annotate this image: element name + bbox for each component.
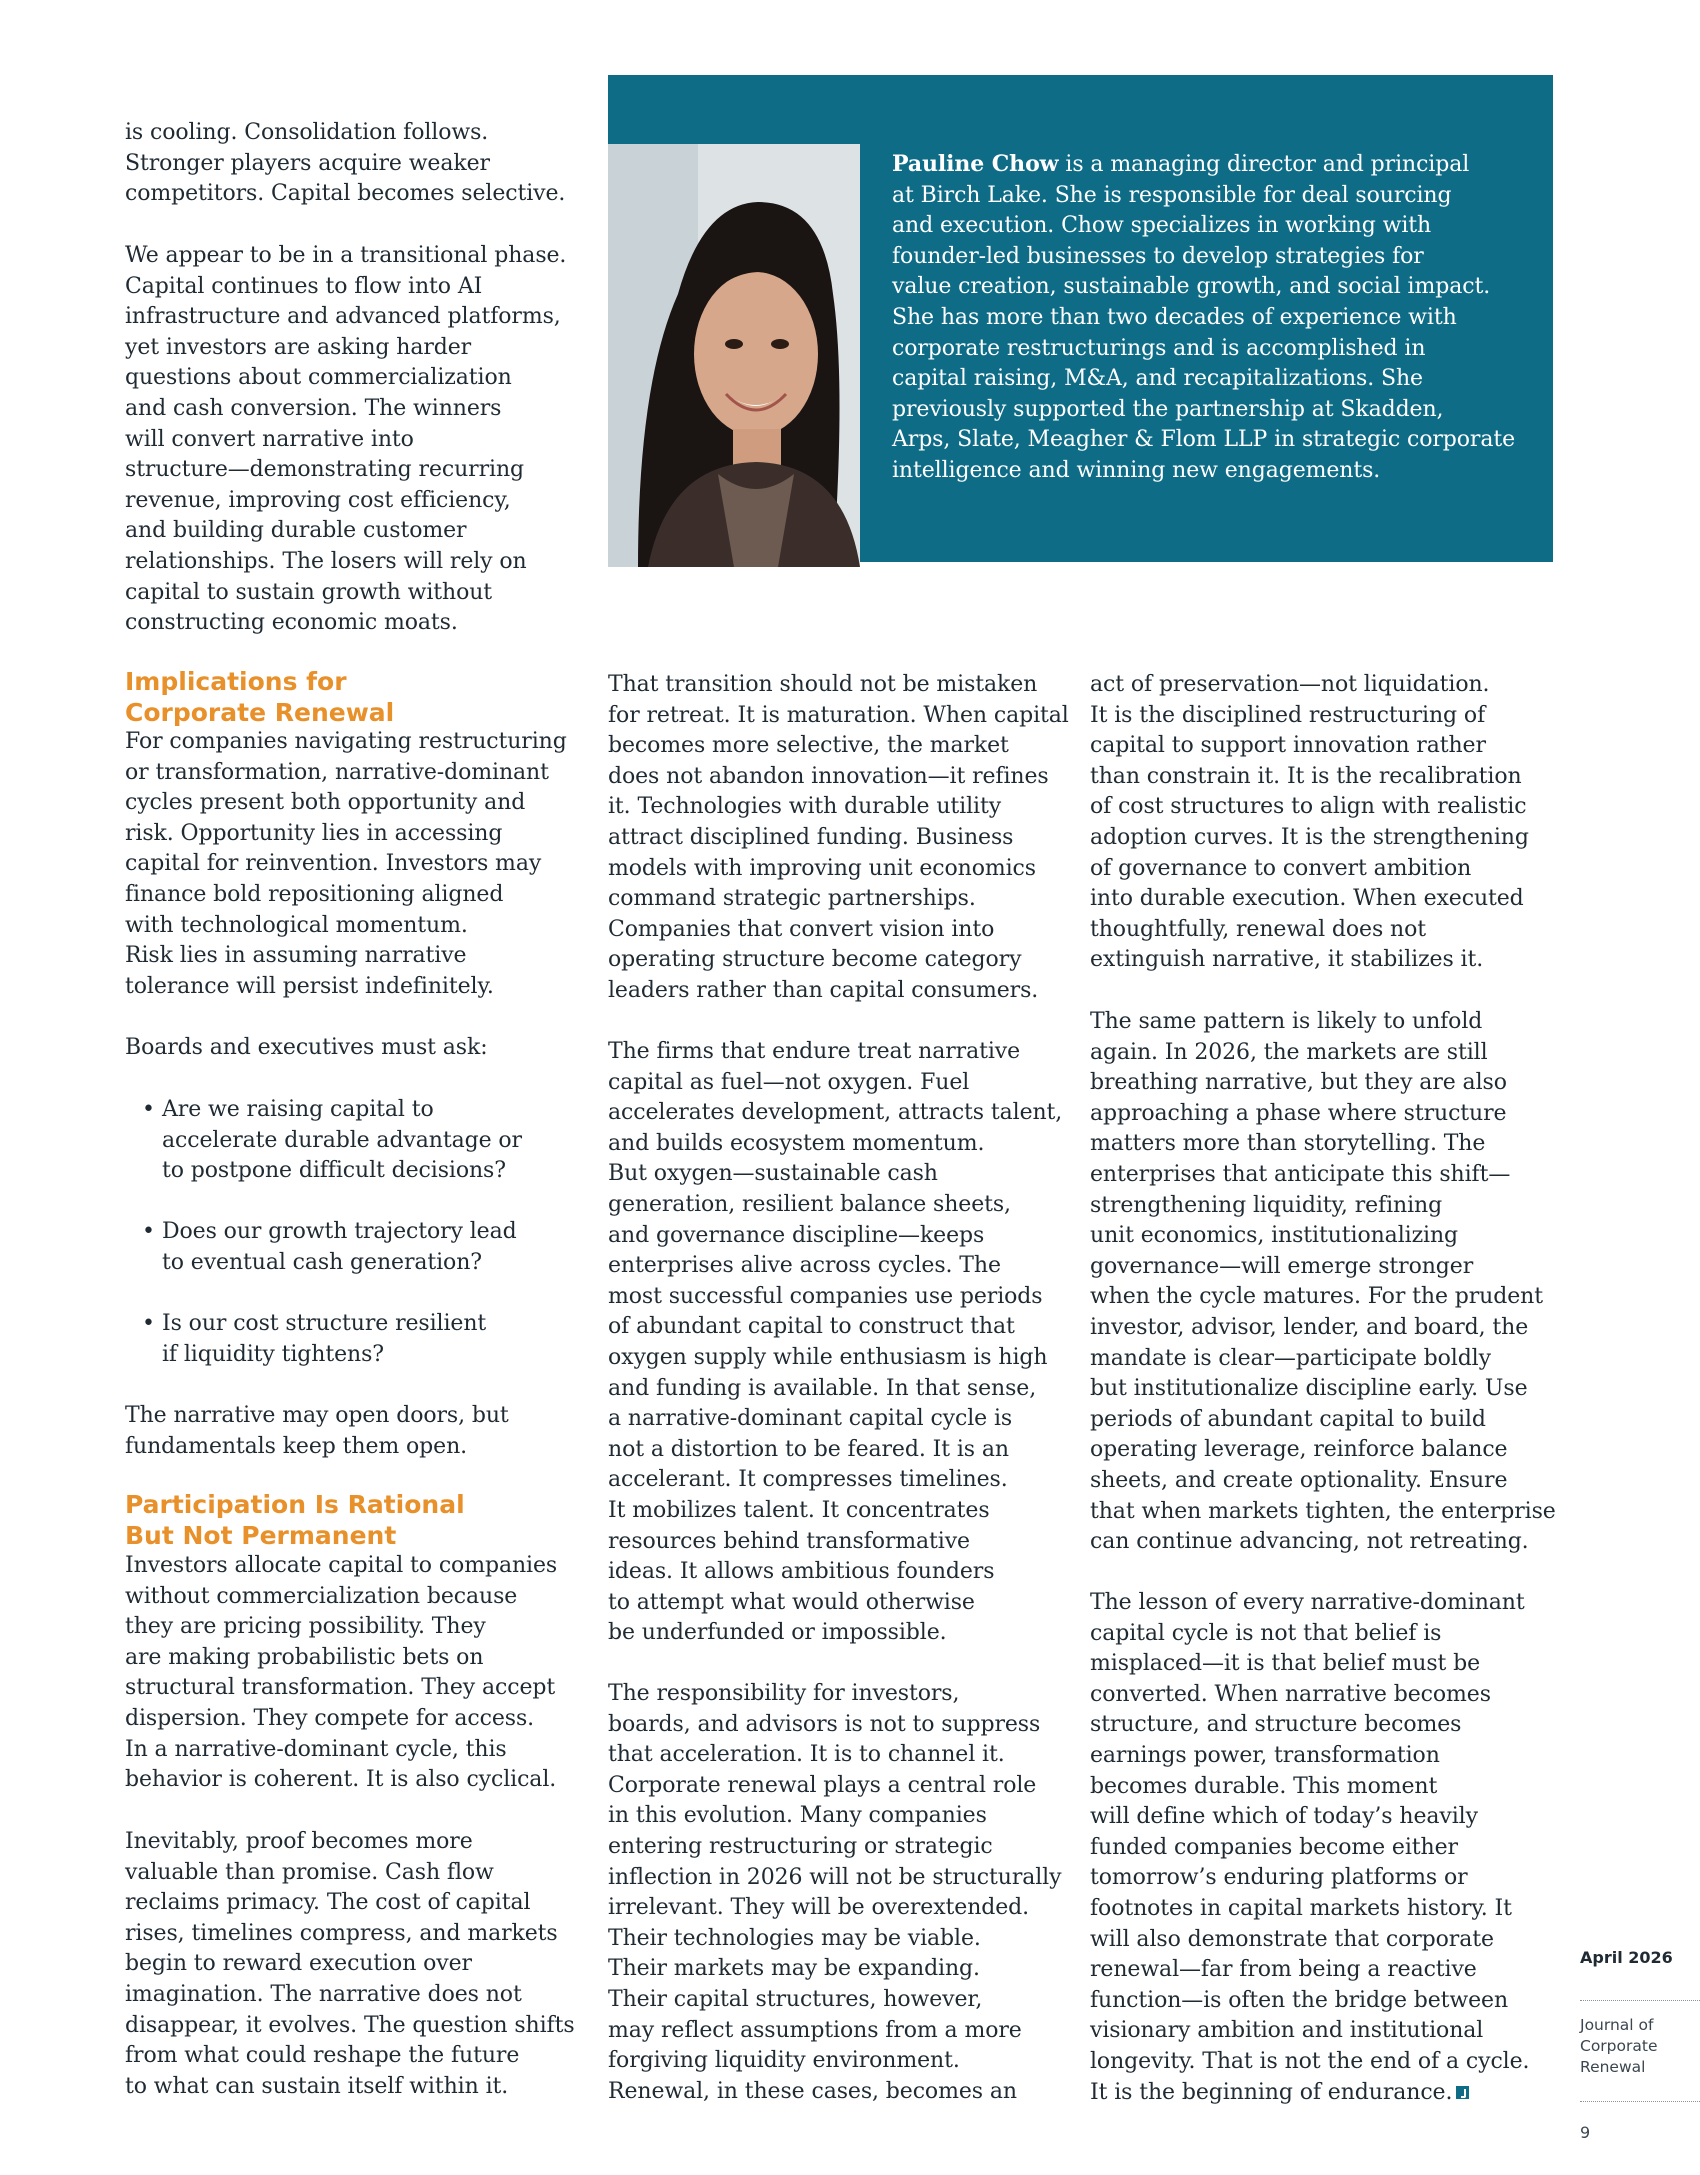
author-bio-box [608, 75, 1553, 562]
list-item [125, 1095, 595, 1187]
author-name: Pauline Chow [892, 151, 1059, 177]
firms-paragraph: The firms that endure treat narrative capital as fuel—not oxygen. Fuel accelerates development, attracts talent, and builds ecosystem momentum. But oxygen—sustainable cash generation, resilient balance sheets, and governance discipline—keeps enterprises alive across cycles. The most successful companies use periods of abundant capital to construct that oxygen supply while enthusiasm is high and funding is available. In that sense, a narrative-dominant capital cycle is not a distortion to be feared. It is an accelerant. It compresses timelines. It mobilizes talent. It concentrates resources behind transformative ideas. It allows ambitious founders to attempt what would otherwise be underfunded or impossible. [608, 1039, 1063, 1646]
responsibility-paragraph: The responsibility for investors, boards, and advisors is not to suppress that acceleration. It is to channel it. Corporate renewal plays a central role in this evolution. Many companies entering restructuring or strategic inflection in 2026 will not be structurally irrelevant. They will be overextended. Their technologies may be viable. Their markets may be expanding. Their capital structures, however, may reflect assumptions from a more forgiving liquidity environment. Renewal, in these cases, becomes an [608, 1681, 1062, 2104]
lesson-text: The lesson of every narrative-dominant capital cycle is not that belief is misplaced—it is that belief must be converted. When narrative becomes structure, and structure becomes earnings power, transformation becomes durable. This moment will define which of today’s heavily funded companies become either tomorrow’s enduring platforms or footnotes in capital markets history. It will also demonstrate that corporate renewal—far from being a reactive function—is often the bridge between visionary ambition and institutional longevity. That is not the end of a cycle. It is the beginning of endurance. [1090, 1590, 1530, 2105]
list-item-text: Does our growth trajectory lead to eventual cash generation? [162, 1219, 517, 1275]
maturation-paragraph: That transition should not be mistaken for retreat. It is maturation. When capital becomes more selective, the market does not abandon innovation—it refines it. Technologies with durable utility attract disciplined funding. Business models with improving unit economics command strategic partnerships. Companies that convert vision into operating structure become category leaders rather than capital consumers. [608, 672, 1069, 1003]
bullet-icon: • [142, 1219, 155, 1245]
author-bio-text [892, 149, 1532, 487]
list-item [125, 1217, 595, 1278]
divider [1580, 2000, 1700, 2001]
list-item-text: Is our cost structure resilient if liquidity tightens? [162, 1311, 487, 1367]
implications-paragraph: For companies navigating restructuring or transformation, narrative-dominant cycles present both opportunity and risk. Opportunity lies in accessing capital for reinvention. Investors may finance bold repositioning aligned with technological momentum. Risk lies in assuming narrative tolerance will persist indefinitely. [125, 729, 567, 999]
boards-paragraph: Boards and executives must ask: [125, 1035, 488, 1060]
bullet-icon: • [142, 1097, 155, 1122]
proof-paragraph: Inevitably, proof becomes more valuable than promise. Cash flow reclaims primacy. The cost of capital rises, timelines compress, and markets begin to reward execution over imagination. The narrative does not disappear, it evolves. The question shifts from what could reshape the future to what can sustain itself within it. [125, 1829, 575, 2099]
page-footer [1580, 1948, 1700, 2142]
question-list [125, 1095, 595, 1370]
section-heading-participation: Participation Is Rational But Not Permanent [125, 1490, 465, 1550]
lesson-paragraph [1090, 1588, 1560, 2108]
divider [1580, 2101, 1700, 2102]
doors-paragraph: The narrative may open doors, but fundamentals keep them open. [125, 1403, 509, 1459]
pattern-paragraph: The same pattern is likely to unfold again. In 2026, the markets are still breathing narrative, but they are also approaching a phase where structure matters more than storytelling. The enterprises that anticipate this shift— strengthening liquidity, refining unit economics, institutionalizing governance—will emerge stronger when the cycle matures. For the prudent investor, advisor, lender, and board, the mandate is clear—participate boldly but institutionalize discipline early. Use periods of abundant capital to build operating leverage, reinforce balance sheets, and create optionality. Ensure that when markets tighten, the enterprise can continue advancing, not retreating. [1090, 1009, 1556, 1555]
page-number: 9 [1580, 2123, 1591, 2142]
issue-date: April 2026 [1580, 1948, 1673, 1967]
transition-paragraph: We appear to be in a transitional phase. Capital continues to flow into AI infrastructure and advanced platforms, yet investors are asking harder questions about commercialization and cash conversion. The winners will convert narrative into structure—demonstrating recurring revenue, improving cost efficiency, and building durable customer relationships. The losers will rely on capital to sustain growth without constructing economic moats. [125, 243, 567, 636]
preservation-paragraph: act of preservation—not liquidation. It is the disciplined restructuring of capital to support innovation rather than constrain it. It is the recalibration of cost structures to align with realistic adoption curves. It is the strengthening of governance to convert ambition into durable execution. When executed thoughtfully, renewal does not extinguish narrative, it stabilizes it. [1090, 672, 1529, 973]
intro-paragraph: is cooling. Consolidation follows. Stronger players acquire weaker competitors. Capital becomes selective. [125, 120, 566, 207]
section-heading-implications: Implications for Corporate Renewal [125, 667, 395, 727]
journal-name: Journal of Corporate Renewal [1580, 2016, 1658, 2076]
participation-paragraph: Investors allocate capital to companies without commercialization because they are pricing possibility. They are making probabilistic bets on structural transformation. They accept dispersion. They compete for access. In a narrative-dominant cycle, this behavior is coherent. It is also cyclical. [125, 1553, 558, 1793]
author-portrait-illustration [608, 144, 860, 567]
article-end-icon [1456, 2086, 1469, 2099]
author-photo [608, 144, 860, 567]
bullet-icon: • [142, 1311, 155, 1337]
list-item-text: Are we raising capital to accelerate durable advantage or to postpone difficult decisions? [162, 1097, 522, 1184]
list-item [125, 1309, 595, 1370]
author-description: is a managing director and principal at Birch Lake. She is responsible for deal sourcing and execution. Chow specializes in working with founder-led businesses to develop strategies for value creation, sustainable growth, and social impact. She has more than two decades of experience with corporate restructurings and is accomplished in capital raising, M&A, and recapitalizations. She previously supported the partnership at Skadden, Arps, Slate, Meagher & Flom LLP in strategic corporate intelligence and winning new engagements. [892, 152, 1516, 483]
